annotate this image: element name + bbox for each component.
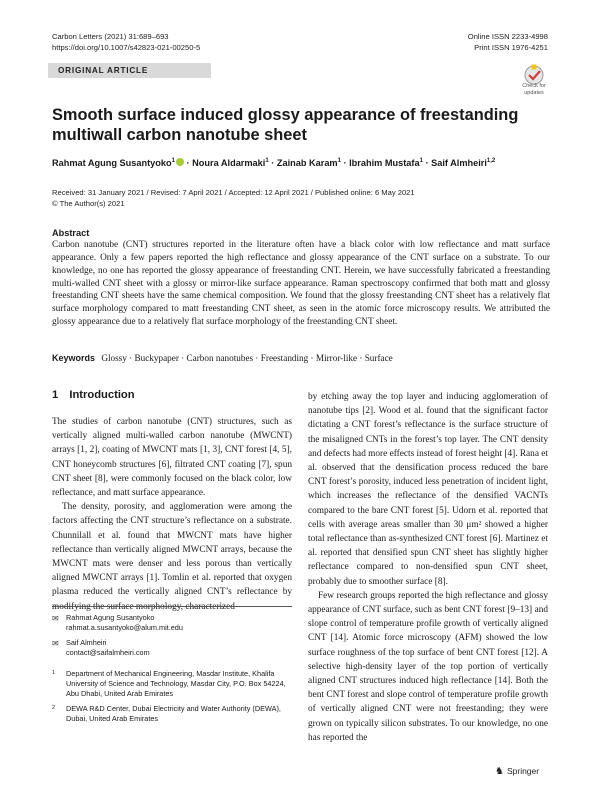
keywords [52, 352, 550, 364]
print-issn: Print ISSN 1976-4251 [474, 43, 548, 52]
correspondence-entry [52, 613, 292, 635]
abstract-heading: Abstract [52, 228, 90, 238]
correspondent-email[interactable]: contact@saifalmheiri.com [66, 648, 150, 657]
author-list: Rahmat Agung Susantyoko$^1$ · Noura Aldarmaki$^1$ · Zainab Karam$^1$ · Ibrahim Mustafa$^1$ · Saif Almheiri$^{1,2}$ [52, 158, 496, 169]
affiliation [52, 704, 292, 726]
publisher-logo [495, 766, 539, 777]
publication-dates [52, 188, 415, 209]
online-issn: Online ISSN 2233-4998 [467, 32, 548, 41]
copyright-line: © The Author(s) 2021 [52, 198, 125, 208]
affiliation-text: DEWA R&D Center, Dubai Electricity and Water Authority (DEWA), Dubai, United Arab Emirates [66, 704, 281, 723]
publisher-name: Springer [506, 766, 540, 776]
crossmark-label: Check for updates [522, 83, 546, 96]
paragraph: The density, porosity, and agglomeration were among the factors affecting the CNT structure’s reflectance on a substrate. Chunnilall et al. found that MWCNT mats have higher reflectance than vertically aligned MWCNT arrays, because the MWCNT mats were denser and less porous than vertically aligned MWCNT arrays [1]. Tomlin et al. reported that oxygen plasma reduced the vertically aligned CNT’s reflectance by modifying the surface morphology, characterized [52, 502, 292, 612]
article-type-badge: ORIGINAL ARTICLE [48, 63, 211, 78]
doi-link[interactable]: https://doi.org/10.1007/s42823-021-00250-5 [52, 43, 201, 52]
journal-citation: Carbon Letters (2021) 31:689–693 [52, 32, 169, 41]
correspondent-name: Saif Almheiri [66, 638, 107, 647]
envelope-icon: ✉ [52, 614, 59, 623]
footnote-divider [52, 606, 292, 607]
right-column [308, 390, 548, 745]
keywords-list: Glossy · Buckypaper · Carbon nanotubes · Freestanding · Mirror-like · Surface [101, 353, 393, 363]
journal-header-left [52, 31, 200, 53]
author-name[interactable]: Ibrahim Mustafa [349, 158, 420, 169]
affiliation-number: 2 [52, 705, 56, 711]
envelope-icon: ✉ [52, 639, 59, 648]
springer-horse-icon: ♞ [495, 766, 504, 777]
correspondence-entry [52, 638, 292, 660]
paper-title: Smooth surface induced glossy appearance of freestanding multiwall carbon nanotube sheet [52, 106, 519, 144]
author-name[interactable]: Zainab Karam [276, 158, 338, 169]
keywords-label: Keywords [52, 353, 96, 363]
author-name[interactable]: Noura Aldarmaki [192, 158, 266, 169]
correspondent-name: Rahmat Agung Susantyoko [66, 613, 155, 622]
paragraph: by etching away the top layer and inducing agglomeration of nanotube tips [2]. Wood et al. found that the significant factor dictating a CNT forest’s reflectance is the surface structure of the misaligned CNTs in the forest’s top layer. The CNT density and defects had more effects instead of forest height [4]. Rana et al. observed that the densification process reduced the bare CNT forest’s porosity, induced less penetration of incident light, which increases the reflectance of the densified VACNTs compared to the bare CNT forest [5]. Udorn et al. reported that cells with average areas smaller than 30 μm² showed a higher total reflectance than as-synthesized CNT forest [6]. Martinez et al. reported that densified spun CNT sheet has slightly higher reflectance compared to non-densified spun CNT sheet, probably due to smoother surface [8]. [308, 392, 548, 587]
paragraph: Few research groups reported the high reflectance and glossy appearance of CNT surface, such as bent CNT forest [9–13] and slope control of temperature profile growth of vertically aligned CNT [14]. Atomic force microscopy (AFM) showed the low surface roughness of the top surface of bent CNT forest [12]. A selective high-density layer of the top portion of vertically aligned CNT structures induced high reflectance [14]. Both the bent CNT forest and slope control of temperature profile growth of vertically aligned CNT were not freestanding; they were grown on typically silicon substrates. To our knowledge, no one has reported the [308, 590, 548, 743]
author-name[interactable]: Saif Almheiri [431, 158, 487, 169]
history-dates: Received: 31 January 2021 / Revised: 7 April 2021 / Accepted: 12 April 2021 / Published online: 6 May 2021 [52, 188, 415, 197]
author-name[interactable]: Rahmat Agung Susantyoko [52, 158, 172, 169]
paragraph: The studies of carbon nanotube (CNT) structures, such as vertically aligned multi-walled carbon nanotube (MWCNT) arrays [1, 2], coating of MWCNT mats [1, 3], CNT forest [4, 5], CNT honeycomb structures [6], filtrated CNT coating [7], spun CNT sheet [8], were commonly focused on the black color, low reflectance, and matt surface appearance. [52, 417, 292, 499]
section-heading [52, 389, 135, 401]
abstract-text: Carbon nanotube (CNT) structures reported in the literature often have a black color with low reflectance and matt surface appearance. Only a few papers reported the high reflectance and glossy appearance of the CNT surface on a substrate. To our knowledge, no one has reported the glossy appearance of freestanding CNT. Herein, we have successfully fabricated a freestanding multi-walled CNT sheet with a glossy or mirror-like surface appearance. Raman spectroscopy confirmed that both matt and glossy freestanding CNT sheets have the same chemical composition. We found that the glossy freestanding CNT sheet has a relatively flat surface morphology compared to matt freestanding CNT sheet, as seen in the atomic force microscopy results. We attributed the glossy appearance due to a relatively flat surface morphology of the freestanding CNT sheet. [52, 240, 550, 328]
left-column [52, 415, 292, 614]
section-title: Introduction [69, 389, 135, 401]
journal-header-right [468, 31, 548, 53]
affiliation [52, 669, 292, 701]
affiliation-number: 1 [52, 670, 56, 676]
correspondent-email[interactable]: rahmat.a.susantyoko@alum.mit.edu [66, 623, 183, 632]
section-number: 1 [52, 389, 59, 401]
orcid-icon[interactable] [176, 158, 184, 166]
affiliation-text: Department of Mechanical Engineering, Masdar Institute, Khalifa University of Science and Technology, Masdar City, P.O. Box 54224, Abu Dhabi, United Arab Emirates [66, 669, 286, 698]
